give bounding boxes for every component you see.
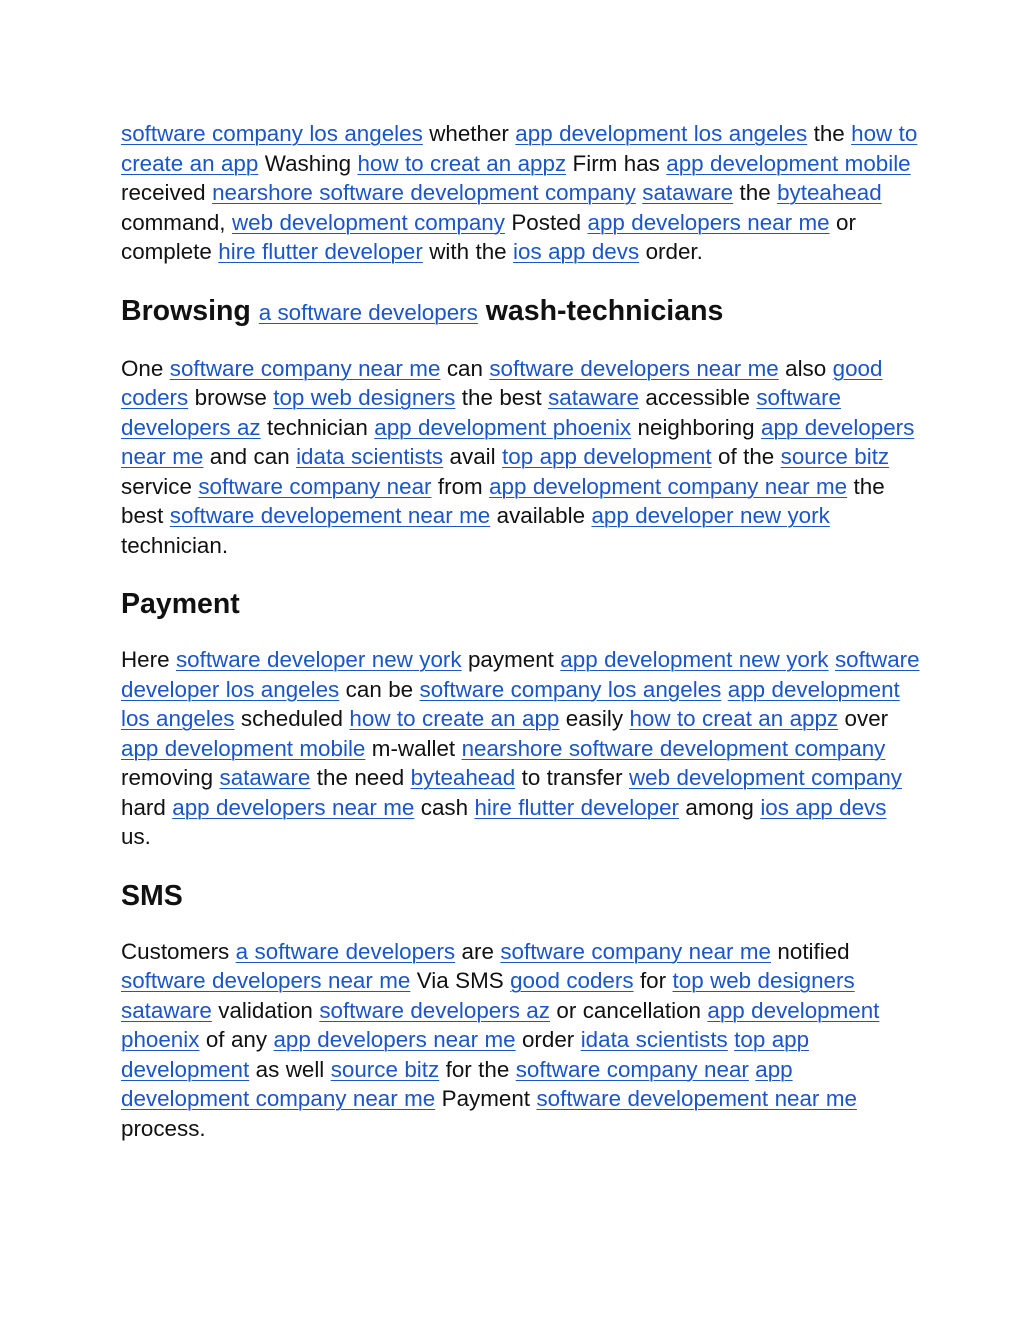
body-text: technician. bbox=[121, 532, 229, 558]
body-text: Posted bbox=[504, 209, 588, 235]
heading-payment: Payment bbox=[121, 588, 240, 620]
sms-paragraph bbox=[121, 937, 921, 1144]
inline-link[interactable]: app development los angeles bbox=[121, 676, 900, 731]
inline-link[interactable]: how to create an app bbox=[349, 706, 560, 731]
inline-link[interactable]: ios app devs bbox=[513, 239, 640, 264]
inline-link[interactable]: hire flutter developer bbox=[218, 239, 423, 264]
body-text: among bbox=[679, 794, 761, 820]
body-text: Firm has bbox=[566, 150, 667, 176]
body-text: as well bbox=[249, 1056, 331, 1082]
inline-link[interactable]: app development company near me bbox=[489, 473, 848, 499]
body-text: payment bbox=[461, 647, 561, 672]
inline-link[interactable]: top web designers bbox=[273, 385, 456, 410]
inline-link[interactable]: ios app devs bbox=[760, 794, 887, 820]
body-text: hard bbox=[121, 794, 173, 820]
inline-link[interactable]: software developers az bbox=[319, 997, 550, 1023]
inline-link[interactable]: idata scientists bbox=[580, 1027, 728, 1052]
inline-link[interactable]: sataware bbox=[121, 997, 212, 1023]
body-text: or cancellation bbox=[549, 997, 708, 1023]
inline-link[interactable]: sataware bbox=[642, 180, 734, 205]
body-text: for the bbox=[439, 1056, 516, 1082]
body-text: accessible bbox=[638, 385, 757, 410]
body-text: over bbox=[838, 706, 889, 731]
body-text: scheduled bbox=[234, 706, 350, 731]
inline-link[interactable]: top app development bbox=[121, 1027, 810, 1082]
body-text: validation bbox=[211, 997, 320, 1023]
inline-link[interactable]: app developers near me bbox=[587, 209, 830, 235]
body-text: Payment bbox=[435, 1086, 537, 1111]
body-text: neighboring bbox=[631, 414, 761, 440]
inline-link[interactable]: software developers az bbox=[121, 385, 841, 440]
intro-paragraph bbox=[121, 119, 921, 267]
inline-link[interactable]: app development los angeles bbox=[515, 121, 808, 146]
inline-link[interactable]: software company los angeles bbox=[419, 676, 722, 702]
body-text: browse bbox=[188, 385, 274, 410]
inline-link[interactable]: software developer new york bbox=[175, 647, 462, 672]
inline-link[interactable]: app development mobile bbox=[666, 150, 911, 176]
body-text: Customers bbox=[121, 938, 236, 964]
inline-link[interactable]: software developement near me bbox=[536, 1086, 857, 1111]
inline-link[interactable]: app development company near me bbox=[121, 1056, 793, 1111]
body-text: also bbox=[778, 355, 833, 381]
body-text: service bbox=[121, 473, 199, 499]
body-text: of any bbox=[199, 1027, 274, 1052]
inline-link[interactable]: software developer los angeles bbox=[121, 647, 920, 702]
body-text: us. bbox=[121, 824, 151, 849]
body-text: technician bbox=[260, 414, 375, 440]
body-text: avail bbox=[443, 444, 503, 469]
body-text: process. bbox=[121, 1115, 206, 1141]
body-text: available bbox=[490, 503, 592, 528]
inline-link[interactable]: app developers near me bbox=[172, 794, 415, 820]
inline-link[interactable]: sataware bbox=[548, 385, 639, 410]
inline-link[interactable]: app development new york bbox=[560, 647, 829, 672]
inline-link[interactable]: software developers near me bbox=[121, 968, 411, 993]
body-text: the best bbox=[455, 385, 549, 410]
inline-link[interactable]: software company near bbox=[515, 1056, 749, 1082]
inline-link[interactable]: byteahead bbox=[777, 180, 882, 205]
body-text: with the bbox=[422, 239, 514, 264]
body-text: cash bbox=[414, 794, 475, 820]
body-text: or complete bbox=[121, 209, 856, 264]
body-text: Here bbox=[121, 647, 176, 672]
heading-browsing-suffix: wash-technicians bbox=[485, 294, 724, 327]
inline-link[interactable]: idata scientists bbox=[296, 444, 444, 469]
document-page bbox=[121, 119, 921, 1143]
inline-link[interactable]: software developers near me bbox=[489, 355, 779, 381]
inline-link[interactable]: source bitz bbox=[330, 1056, 440, 1082]
inline-link[interactable]: app development mobile bbox=[121, 735, 366, 761]
heading-browsing-prefix: Browsing bbox=[121, 294, 251, 327]
inline-link[interactable]: app developer new york bbox=[591, 503, 830, 528]
inline-link[interactable]: source bitz bbox=[780, 444, 890, 469]
body-text: order bbox=[515, 1027, 581, 1052]
inline-link[interactable]: app development phoenix bbox=[374, 414, 632, 440]
inline-link[interactable]: app developers near me bbox=[121, 414, 915, 469]
inline-link[interactable]: nearshore software development company bbox=[461, 735, 886, 761]
inline-link[interactable]: web development company bbox=[231, 209, 505, 235]
inline-link[interactable]: software company near bbox=[198, 473, 432, 499]
body-text: order. bbox=[639, 239, 703, 264]
body-text: the need bbox=[310, 765, 411, 790]
inline-link[interactable]: app development phoenix bbox=[121, 997, 880, 1052]
browsing-paragraph bbox=[121, 354, 921, 561]
inline-link[interactable]: software company near me bbox=[169, 355, 441, 381]
inline-link[interactable]: software company los angeles bbox=[121, 121, 423, 146]
body-text: can be bbox=[339, 676, 420, 702]
heading-sms: SMS bbox=[121, 879, 183, 912]
body-text: Via SMS bbox=[410, 968, 511, 993]
body-text: removing bbox=[121, 765, 220, 790]
inline-link[interactable]: software developement near me bbox=[169, 503, 491, 528]
body-text: are bbox=[455, 938, 501, 964]
heading-browsing bbox=[121, 294, 921, 330]
body-text: m-wallet bbox=[365, 735, 462, 761]
inline-link[interactable]: how to creat an appz bbox=[629, 706, 839, 731]
body-text: the bbox=[807, 121, 852, 146]
inline-link[interactable]: a software developers bbox=[235, 938, 456, 964]
body-text: for bbox=[633, 968, 673, 993]
body-text: from bbox=[431, 473, 490, 499]
payment-paragraph bbox=[121, 645, 921, 852]
body-text: and can bbox=[203, 444, 297, 469]
inline-link[interactable]: top app development bbox=[502, 444, 712, 469]
body-text: notified bbox=[771, 938, 850, 964]
inline-link[interactable]: how to creat an appz bbox=[357, 150, 567, 176]
body-text: whether bbox=[422, 121, 516, 146]
inline-link[interactable]: app developers near me bbox=[273, 1027, 516, 1052]
body-text: to transfer bbox=[515, 765, 630, 790]
body-text: received bbox=[121, 180, 213, 205]
inline-link[interactable]: web development company bbox=[629, 765, 902, 790]
body-text: easily bbox=[559, 706, 630, 731]
heading-browsing-link[interactable]: a software developers bbox=[258, 299, 478, 325]
inline-link[interactable]: sataware bbox=[219, 765, 311, 790]
body-text: the best bbox=[121, 473, 885, 528]
inline-link[interactable]: byteahead bbox=[410, 765, 516, 790]
body-text: can bbox=[440, 355, 490, 381]
body-text: command, bbox=[121, 209, 232, 235]
body-text: One bbox=[121, 355, 170, 381]
body-text: of the bbox=[711, 444, 781, 469]
body-text: Washing bbox=[258, 150, 358, 176]
body-text: the bbox=[733, 180, 778, 205]
inline-link[interactable]: nearshore software development company bbox=[212, 180, 636, 205]
inline-link[interactable]: how to create an app bbox=[121, 121, 918, 176]
inline-link[interactable]: software company near me bbox=[500, 938, 771, 964]
inline-link[interactable]: hire flutter developer bbox=[474, 794, 679, 820]
inline-link[interactable]: good coders bbox=[121, 355, 883, 410]
inline-link[interactable]: top web designers bbox=[672, 968, 855, 993]
inline-link[interactable]: good coders bbox=[510, 968, 634, 993]
